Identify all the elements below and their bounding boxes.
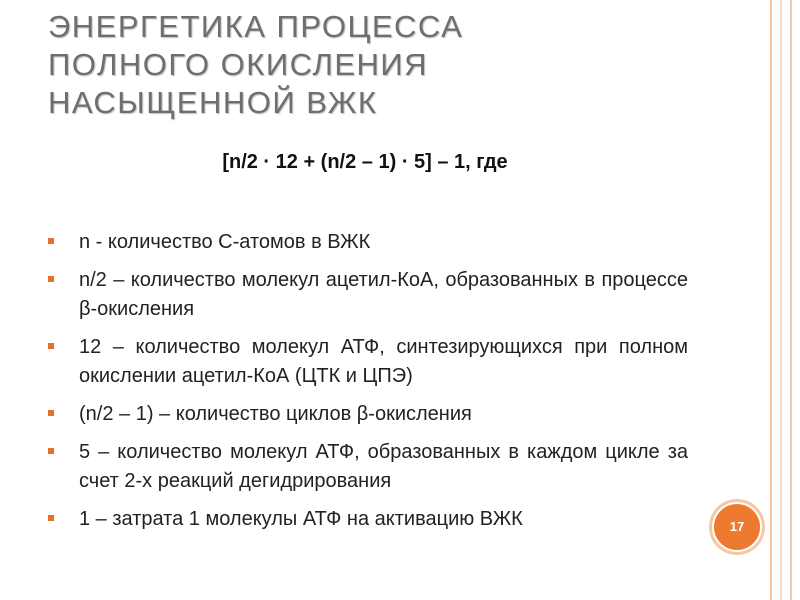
bullet-square-icon (48, 276, 54, 282)
bullet-item (48, 333, 688, 391)
bullet-text: 12 – количество молекул АТФ, синтезирующихся при полном окислении ацетил-КоА (ЦТК и ЦПЭ) (79, 336, 688, 387)
bullet-list (48, 228, 688, 543)
frame-line-3 (790, 0, 792, 600)
title-line-1: ЭНЕРГЕТИКА ПРОЦЕССА (48, 9, 464, 44)
bullet-text: 1 – затрата 1 молекулы АТФ на активацию ВЖК (79, 508, 523, 530)
frame-line-2 (780, 0, 782, 600)
bullet-item (48, 228, 688, 257)
bullet-text: n/2 – количество молекул ацетил-КоА, образованных в процессе β-окисления (79, 269, 688, 320)
bullet-item (48, 400, 688, 429)
title-line-3: НАСЫЩЕННОЙ ВЖК (48, 85, 378, 120)
bullet-square-icon (48, 515, 54, 521)
bullet-text: 5 – количество молекул АТФ, образованных в каждом цикле за счет 2-х реакций дегидрирования (79, 441, 688, 492)
bullet-square-icon (48, 410, 54, 416)
formula: [n/2 · 12 + (n/2 – 1) · 5] – 1, где (222, 151, 508, 173)
bullet-text: (n/2 – 1) – количество циклов β-окисления (79, 403, 472, 425)
bullet-square-icon (48, 343, 54, 349)
bullet-item (48, 505, 688, 534)
bullet-square-icon (48, 448, 54, 454)
page-number-badge: 17 (712, 502, 762, 552)
bullet-item (48, 438, 688, 496)
bullet-text: n - количество С-атомов в ВЖК (79, 231, 371, 253)
bullet-item (48, 266, 688, 324)
title-line-2: ПОЛНОГО ОКИСЛЕНИЯ (48, 47, 429, 82)
bullet-square-icon (48, 238, 54, 244)
slide-title (48, 8, 748, 122)
frame-line-1 (770, 0, 772, 600)
